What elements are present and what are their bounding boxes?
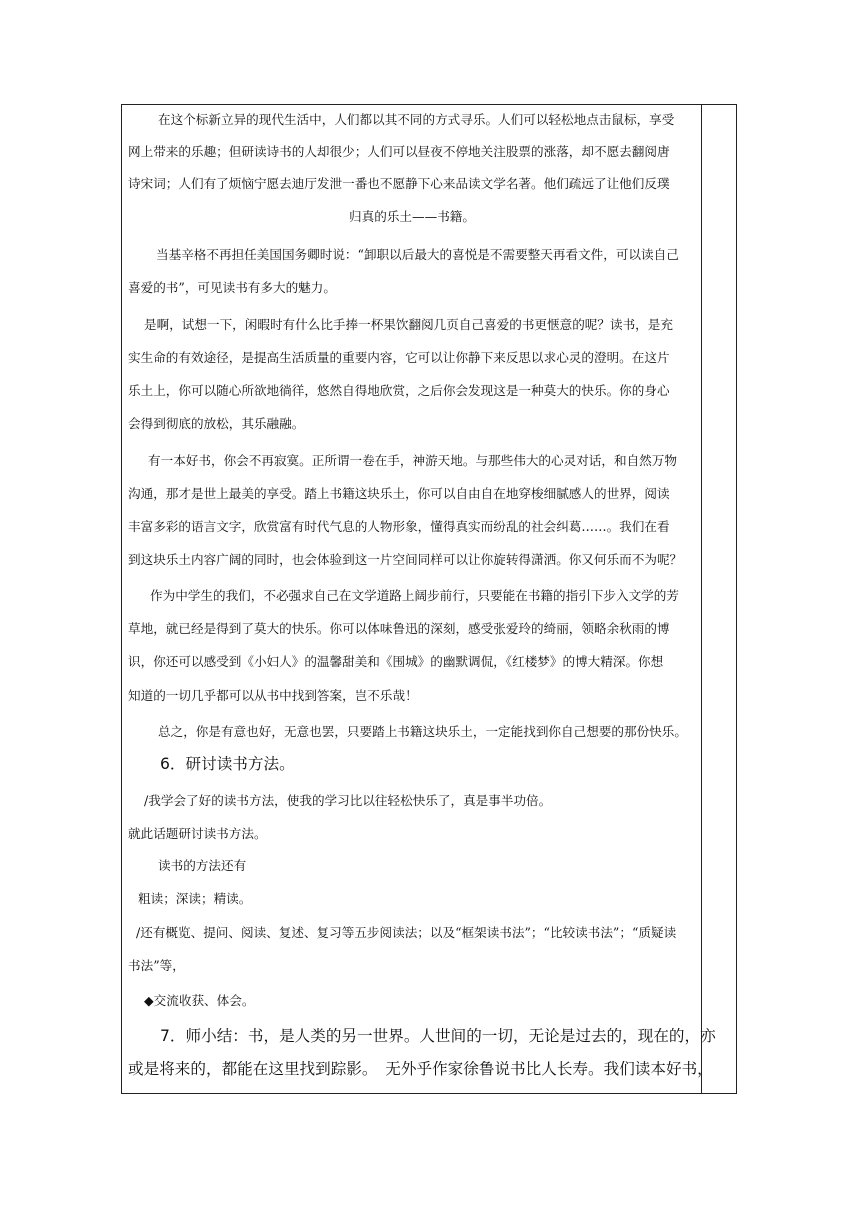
paragraph-line: 总之，你是有意也好，无意也罢，只要踏上书籍这块乐土，一定能找到你自己想要的那份快乐。 (158, 724, 687, 739)
paragraph-line: 书法”等， (128, 958, 185, 973)
paragraph-line: 沟通，那才是世上最美的享受。踏上书籍这块乐土，你可以自由自在地穿梭细腻感人的世界，阅读 (128, 486, 670, 501)
paragraph-line: 识，你还可以感受到《小妇人》的温馨甜美和《围城》的幽默调侃，《红楼梦》的博大精深。你想 (128, 654, 664, 669)
paragraph-line: ◆交流收获、体会。 (144, 993, 255, 1008)
paragraph-line: 会得到彻底的放松，其乐融融。 (128, 416, 305, 431)
heading-text: 师小结：书，是人类的另一世界。人世间的一切，无论是过去的，现在的，亦 (185, 1027, 716, 1045)
paragraph-line: 草地，就已经是得到了莫大的快乐。你可以体味鲁迅的深刻，感受张爱玲的绮丽，领略余秋雨的博 (128, 621, 670, 636)
paragraph-line: 粗读；深读；精读。 (138, 891, 252, 906)
paragraph-line: 或是将来的，都能在这里找到踪影。 无外乎作家徐鲁说书比人长寿。我们读本好书， (128, 1060, 713, 1078)
paragraph-line: 在这个标新立异的现代生活中，人们都以其不同的方式寻乐。人们可以轻松地点击鼠标，享受 (158, 112, 675, 127)
paragraph-line: 丰富多彩的语言文字，欣赏富有时代气息的人物形象，懂得真实而纷乱的社会纠葛……。我们在看 (128, 519, 670, 534)
paragraph-line: 就此话题研讨读书方法。 (128, 826, 267, 841)
heading-number: 6． (160, 755, 186, 773)
paragraph-line: 有一本好书，你会不再寂寞。正所谓一卷在手，神游天地。与那些伟大的心灵对话，和自然万物 (148, 453, 677, 468)
section-heading-6 (160, 755, 295, 774)
heading-text: 研讨读书方法。 (185, 755, 295, 773)
section-heading-7 (160, 1027, 716, 1046)
paragraph-line: 作为中学生的我们，不必强求自己在文学道路上阔步前行，只要能在书籍的指引下步入文学的芳 (150, 588, 679, 603)
paragraph-line: /我学会了好的读书方法，使我的学习比以往轻松快乐了，真是事半功倍。 (144, 793, 552, 808)
paragraph-line: 到这块乐土内容广阔的同时，也会体验到这一片空间同样可以让你旋转得潇洒。你又何乐而不为呢？ (128, 552, 683, 567)
paragraph-line: 当基辛格不再担任美国国务卿时说：“卸职以后最大的喜悦是不需要整天再看文件，可以读自己 (156, 247, 679, 262)
paragraph-line: 诗宋词；人们有了烦恼宁愿去迪厅发泄一番也不愿静下心来品读文学名著。他们疏远了让他们反璞 (128, 176, 670, 191)
paragraph-line: /还有概览、提问、阅读、复述、复习等五步阅读法；以及“框架读书法”；“比较读书法”；“质疑读 (136, 925, 677, 940)
paragraph-line: 乐土上，你可以随心所欲地徜徉，悠然自得地欣赏，之后你会发现这是一种莫大的快乐。你的身心 (128, 383, 670, 398)
table-column-divider (701, 104, 702, 1094)
paragraph-line: 知道的一切几乎都可以从书中找到答案，岂不乐哉！ (128, 688, 418, 703)
paragraph-line: 喜爱的书”，可见读书有多大的魅力。 (128, 280, 336, 295)
paragraph-line: 归真的乐土——书籍。 (349, 209, 475, 224)
heading-number: 7． (160, 1027, 186, 1045)
paragraph-line: 实生命的有效途径，是提高生活质量的重要内容，它可以让你静下来反思以求心灵的澄明。在这片 (128, 350, 670, 365)
paragraph-line: 网上带来的乐趣；但研读诗书的人却很少；人们可以昼夜不停地关注股票的涨落，却不愿去翻阅唐 (128, 144, 670, 159)
paragraph-line: 是啊，试想一下，闲暇时有什么比手捧一杯果饮翻阅几页自己喜爱的书更惬意的呢？读书，是充 (144, 317, 673, 332)
paragraph-line: 读书的方法还有 (158, 858, 247, 873)
